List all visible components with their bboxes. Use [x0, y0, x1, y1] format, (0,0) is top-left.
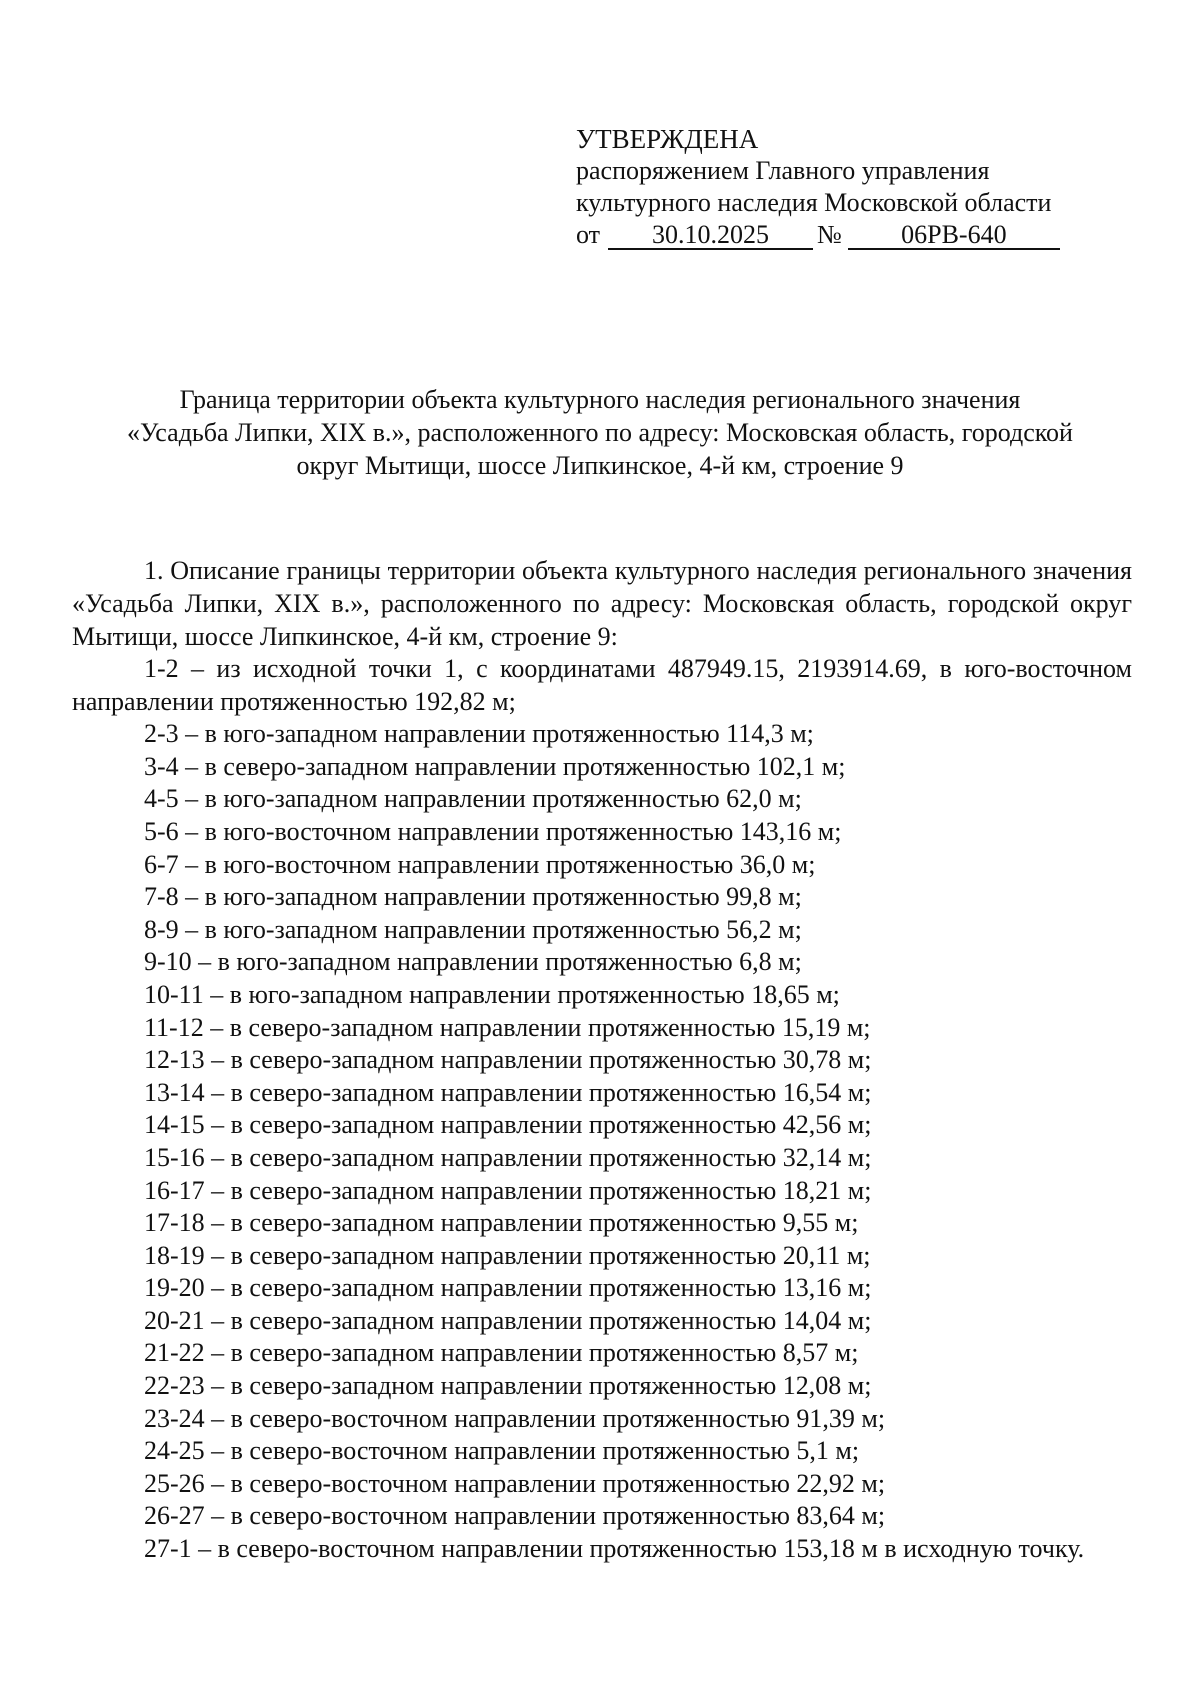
- title-line-3: округ Мытищи, шоссе Липкинское, 4-й км, строение 9: [296, 451, 904, 480]
- list-item: 9-10 – в юго-западном направлении протяженностью 6,8 м;: [144, 947, 802, 977]
- list-item: 2-3 – в юго-западном направлении протяженностью 114,3 м;: [144, 719, 814, 749]
- list-item: 19-20 – в северо-западном направлении протяженностью 13,16 м;: [144, 1273, 872, 1303]
- document-body: [72, 554, 1132, 1566]
- list-item: 13-14 – в северо-западном направлении протяженностью 16,54 м;: [144, 1077, 872, 1107]
- date-prefix: от: [576, 220, 601, 249]
- boundary-segments-list: [72, 653, 1132, 1566]
- list-item: 1-2 – из исходной точки 1, с координатами 487949.15, 2193914.69, в юго-восточном направлении протяженностью 192,82 м;: [72, 654, 1132, 716]
- document-title: [60, 384, 1140, 483]
- list-item: 26-27 – в северо-восточном направлении протяженностью 83,64 м;: [144, 1501, 886, 1531]
- approval-block: [576, 123, 1096, 251]
- list-item: 22-23 – в северо-западном направлении протяженностью 12,08 м;: [144, 1371, 872, 1401]
- list-item: 5-6 – в юго-восточном направлении протяженностью 143,16 м;: [144, 816, 842, 846]
- title-line-2: «Усадьба Липки, XIX в.», расположенного по адресу: Московская область, городской: [127, 418, 1073, 447]
- list-item: 10-11 – в юго-западном направлении протяженностью 18,65 м;: [144, 979, 840, 1009]
- list-item: 23-24 – в северо-восточном направлении протяженностью 91,39 м;: [144, 1403, 886, 1433]
- list-item: 25-26 – в северо-восточном направлении протяженностью 22,92 м;: [144, 1468, 886, 1498]
- list-item: 21-22 – в северо-западном направлении протяженностью 8,57 м;: [144, 1338, 859, 1368]
- intro-paragraph: 1. Описание границы территории объекта культурного наследия регионального значения «Усадьба Липки, XIX в.», расположенного по адресу: Московская область, городской округ Мытищи, шоссе Липкинское, 4-й км, строение 9:: [72, 556, 1132, 651]
- approval-number: 06РВ-640: [848, 222, 1060, 250]
- list-item: 20-21 – в северо-западном направлении протяженностью 14,04 м;: [144, 1305, 872, 1335]
- list-item: 14-15 – в северо-западном направлении протяженностью 42,56 м;: [144, 1110, 872, 1140]
- approval-authority-line-2: культурного наследия Московской области: [576, 188, 1052, 217]
- list-item: 11-12 – в северо-западном направлении протяженностью 15,19 м;: [144, 1012, 871, 1042]
- list-item: 18-19 – в северо-западном направлении протяженностью 20,11 м;: [144, 1240, 871, 1270]
- approval-date-row: [576, 219, 1096, 251]
- list-item: 24-25 – в северо-восточном направлении протяженностью 5,1 м;: [144, 1436, 860, 1466]
- list-item: 7-8 – в юго-западном направлении протяженностью 99,8 м;: [144, 882, 802, 912]
- list-item: 27-1 – в северо-восточном направлении протяженностью 153,18 м в исходную точку.: [144, 1534, 1085, 1564]
- list-item: 12-13 – в северо-западном направлении протяженностью 30,78 м;: [144, 1045, 872, 1075]
- title-line-1: Граница территории объекта культурного наследия регионального значения: [179, 385, 1021, 414]
- list-item: 17-18 – в северо-западном направлении протяженностью 9,55 м;: [144, 1208, 859, 1238]
- list-item: 6-7 – в юго-восточном направлении протяженностью 36,0 м;: [144, 849, 816, 879]
- approval-authority-line-1: распоряжением Главного управления: [576, 156, 990, 185]
- approval-date: 30.10.2025: [608, 222, 813, 250]
- list-item: 8-9 – в юго-западном направлении протяженностью 56,2 м;: [144, 914, 802, 944]
- number-sign: №: [817, 220, 842, 249]
- list-item: 4-5 – в юго-западном направлении протяженностью 62,0 м;: [144, 784, 802, 814]
- approval-stamp: УТВЕРЖДЕНА: [576, 124, 759, 154]
- list-item: 15-16 – в северо-западном направлении протяженностью 32,14 м;: [144, 1142, 872, 1172]
- list-item: 16-17 – в северо-западном направлении протяженностью 18,21 м;: [144, 1175, 872, 1205]
- list-item: 3-4 – в северо-западном направлении протяженностью 102,1 м;: [144, 751, 846, 781]
